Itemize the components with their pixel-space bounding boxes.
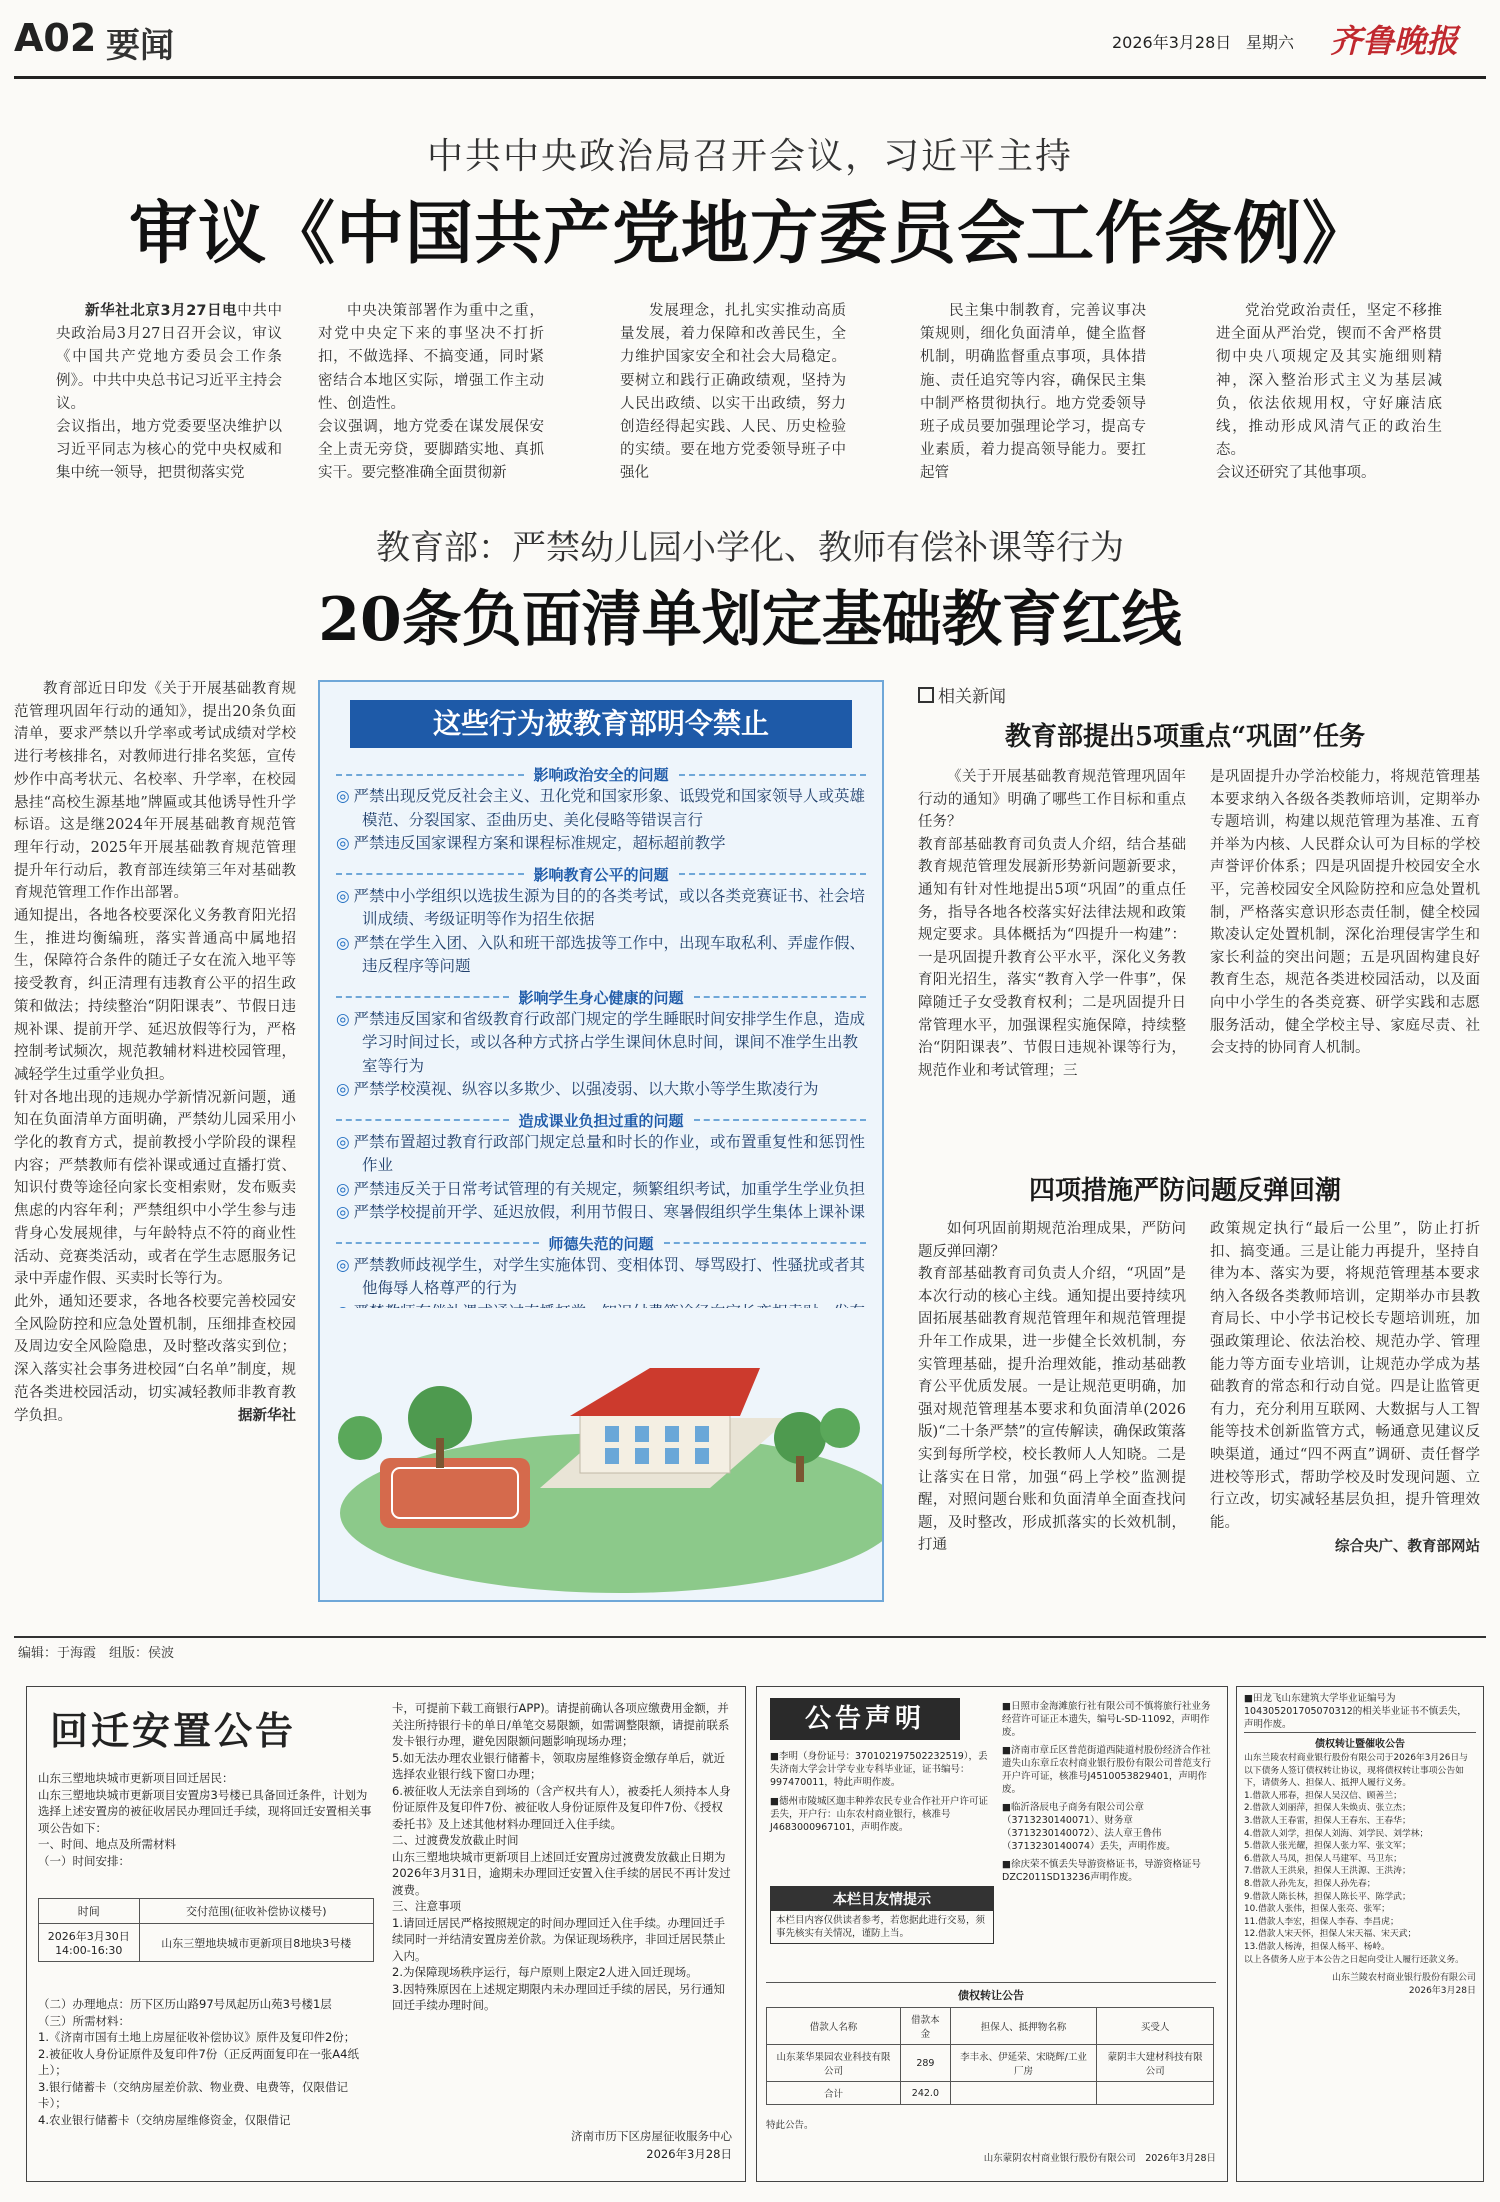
ban-rule-text: 严禁违反关于日常考试管理的有关规定，频繁组织考试，加重学生学业负担: [353, 1179, 866, 1198]
ad2-friendly-title: 本栏目友情提示: [771, 1887, 993, 1911]
story1-col-3: [620, 300, 846, 486]
school-illustration: [320, 1308, 882, 1600]
ban-rule-text: 严禁在学生入团、入队和班干部选拔等工作中，出现车取私利、弄虚作假、违反程序等问题: [353, 933, 866, 975]
ad1-table-h1: 时间: [39, 1899, 140, 1924]
section-name: 要闻: [106, 26, 174, 66]
paper-logo: 齐鲁晚报: [1330, 22, 1459, 60]
ad1-title: 回迁安置公告: [50, 1708, 297, 1753]
ban-rule-item: [336, 1201, 866, 1225]
circle-bullet-icon: ◎: [336, 886, 350, 905]
ban-group-header: [336, 1233, 866, 1254]
ad2-right-items: [1002, 1700, 1216, 1884]
ban-rule-text: 严禁出现反党反社会主义、丑化党和国家形象、诋毁党和国家领导人或英雄模范、分裂国家、歪曲历史、美化侵略等错误言行: [353, 787, 866, 829]
related1-col-2: [1210, 766, 1480, 1060]
issue-date: 2026年3月28日: [1112, 33, 1232, 52]
ad2-item-4-text: 济南市章丘区普范街道西陡道村股份经济合作社遗失山东章丘农村商业银行股份有限公司普范支行开户许可证，核准号J4510053829401，声明作废。: [1002, 1745, 1212, 1795]
ad3-notice: [1244, 1732, 1476, 1996]
dashed-divider: [336, 774, 524, 776]
ban-group-title: 影响政治安全的问题: [533, 766, 669, 784]
circle-bullet-icon: ◎: [336, 1203, 350, 1221]
story1-col5-text: 党治党政治责任，坚定不移推进全面从严治党，锲而不舍严格贯彻中央八项规定及其实施细则精神，深入整治形式主义为基层减负，依法依规用权，守好廉洁底线，推动形成风清气正的政治生态。 会议还研究了其他事项。: [1216, 303, 1442, 482]
ban-group-title: 影响学生身心健康的问题: [518, 988, 684, 1007]
ban-rule-item: [336, 885, 866, 932]
story1-col3-text: 发展理念，扎扎实实推动高质量发展，着力保障和改善民生，全力维护国家安全和社会大局稳定。要树立和践行正确政绩观，坚持为人民出政绩、以实干出政绩，努力创造经得起实践、人民、历史检验的实绩。要在地方党委领导班子中强化: [620, 303, 846, 482]
editors-rule: [14, 1636, 1486, 1638]
ad2-item-6: [1002, 1858, 1216, 1884]
ad2-friendly-body: 本栏目内容仅供读者参考，若您据此进行交易，须事先核实有关情况，谨防上当。: [776, 1915, 986, 1939]
ad3-sign-date: 2026年3月28日: [1408, 1986, 1476, 1997]
ban-rule-item: [336, 785, 866, 832]
circle-bullet-icon: ◎: [336, 1255, 350, 1274]
ad2-item-5-text: 临沂洛辰电子商务有限公司公章（3713230140071）、财务章（3713230140072）、法人章王鲁伟（3713230140074）丢失，声明作废。: [1002, 1802, 1176, 1852]
ad2-nt-r2c2: 242.0: [900, 2082, 950, 2105]
ad2-item-3: [1002, 1700, 1216, 1739]
page-number: A02: [14, 16, 97, 60]
ad3-item-1-bullet-icon: ■: [1244, 1693, 1253, 1704]
ban-rule-item: [336, 832, 866, 856]
circle-bullet-icon: ◎: [336, 1009, 350, 1028]
story2-credit: 据新华社: [238, 1408, 296, 1425]
ad2-item-1-bullet-icon: ■: [770, 1751, 779, 1762]
ad2-item-4: [1002, 1744, 1216, 1796]
ban-rule-text: 严禁违反国家和省级教育行政部门规定的学生睡眠时间安排学生作息，造成学习时间过长，或以各种方式挤占学生课间休息时间，课间不准学生出教室等行为: [353, 1009, 866, 1075]
ad2-notice-title: 债权转让公告: [958, 1989, 1024, 2002]
ad2-friendly-box: [770, 1886, 994, 1944]
ban-group-title: 师德失范的问题: [548, 1234, 654, 1253]
header-rule: [14, 76, 1486, 79]
ban-box: [318, 680, 884, 1602]
ad3-sign: 山东兰陵农村商业银行股份有限公司: [1331, 1973, 1476, 1984]
ad1-body-2: （二）办理地点：历下区历山路97号凤起历山苑3号楼1层 （三）所需材料： 1.《济南市国有土地上房屋征收补偿协议》原件及复印件2份； 2.被征收人身份证原件及复印件7份（正反两面复印在一张A4纸上）； 3.银行储蓄卡（交纳房屋差价款、物业费、电费等，仅限借记卡）； 4.农业银行储蓄卡（交纳房屋维修资金，仅限借记: [38, 1997, 359, 2127]
ad1-table: [38, 1898, 374, 1962]
related-tag-icon: [918, 687, 934, 703]
story1-headline: 审议《中国共产党地方委员会工作条例》: [128, 194, 1371, 274]
ban-rule-item: [336, 1254, 866, 1301]
related2-col1-text: 如何巩固前期规范治理成果，严防问题反弹回潮？ 教育部基础教育司负责人介绍，“巩固”是本次行动的核心主线。通知提出要持续巩固拓展基础教育规范管理年和规范管理提升年工作成果，进一步健全长效机制，夯实管理基础，提升治理效能，推动基础教育公平优质发展。一是让规范更明确，加强对规范管理基本要求和负面清单(2026版)“二十条严禁”的宣传解读，确保政策落实到每所学校，校长教师人人知晓。二是让落实在日常，加强“码上学校”监测提醒，对照问题台账和负面清单全面查找问题，及时整改，形成抓落实的长效机制，打通: [918, 1221, 1186, 1554]
ad2-item-2: [770, 1795, 992, 1834]
ad2-notice-table: [766, 2007, 1214, 2105]
ad2-nt-r1c4: 蒙阴丰大建材科技有限公司: [1097, 2045, 1214, 2082]
circle-bullet-icon: ◎: [336, 933, 350, 952]
ad2-notice-foot: 特此公告。: [766, 2120, 814, 2131]
ban-group-title: 造成课业负担过重的问题: [518, 1111, 684, 1130]
ad2-nt-r1c1: 山东莱华果园农业科技有限公司: [767, 2045, 901, 2082]
ad1-table-r1c2: 山东三塑地块城市更新项目8地块3号楼: [139, 1924, 374, 1962]
ad2-nt-h3: 担保人、抵押物名称: [950, 2008, 1096, 2045]
ban-rule-text: 严禁中小学组织以选拔生源为目的的各类考试，或以各类竞赛证书、社会培训成绩、考级证明等作为招生依据: [353, 886, 866, 928]
ad2-nt-r1c3: 李丰永、伊延荣、宋晓辉/工业厂房: [950, 2045, 1096, 2082]
ban-group-header: [336, 864, 866, 885]
ad2-nt-r2c3: [950, 2082, 1096, 2105]
ad2-item-6-bullet-icon: ■: [1002, 1859, 1011, 1870]
circle-bullet-icon: ◎: [336, 787, 350, 805]
ban-rule-text: 严禁教师歧视学生，对学生实施体罚、变相体罚、辱骂殴打、性骚扰或者其他侮辱人格尊严的行为: [353, 1255, 866, 1297]
ad2-notice: [766, 1982, 1216, 2173]
dashed-divider: [336, 1242, 539, 1244]
story2-left-text: 教育部近日印发《关于开展基础教育规范管理巩固年行动的通知》，提出20条负面清单，要求严禁以升学率或考试成绩对学校进行考核排名，对教师进行排名奖惩，宣传炒作中高考状元、名校率、升学率，在校园悬挂“高校生源基地”牌匾或其他诱导性升学标语。这是继2024年开展基础教育规范管理年行动，2025年开展基础教育规范管理提升年行动后，教育部连续第三年对基础教育规范管理工作作出部署。 通知提出，各地各校要深化义务教育阳光招生，推进均衡编班，落实普通高中属地招生，保障符合条件的随迁子女在流入地平等接受教育，纠正清理有违教育公平的招生政策和做法；持续整治“阴阳课表”、节假日违规补课、提前开学、延迟放假等行为，严格控制考试频次，规范教辅材料进校园管理，减轻学生过重学业负担。 针对各地出现的违规办学新情况新问题，通知在负面清单方面明确，严禁幼儿园采用小学化的教育方式，提前教授小学阶段的课程内容；严禁教师有偿补课或通过直播打赏、知识付费等途径向家长变相索财，发布贩卖焦虑的内容年利；严禁组织中小学生参与违背身心发展规律，与年龄特点不符的商业性活动、竞赛类活动，或者在学生志愿服务记录中弄虚作假、买卖时长等行为。 此外，通知还要求，各地各校要完善校园安全风险防控和应急处置机制，压细排查校园及周边安全风险隐患，及时整改落实到位；深入落实社会事务进校园“白名单”制度，规范各类进校园活动，切实减轻教师非教育教学负担。: [14, 681, 296, 1424]
ad1-table-r1c1: 2026年3月30日 14:00-16:30: [39, 1924, 140, 1962]
ban-rule-text: 严禁违反国家课程方案和课程标准规定，超标超前教学: [353, 834, 726, 852]
editors-line: 编辑：于海霞 组版：侯波: [18, 1646, 175, 1661]
circle-bullet-icon: ◎: [336, 1179, 350, 1198]
related2-col-1: [918, 1218, 1186, 1557]
story1-col1-text: 中共中央政治局3月27日召开会议，审议《中国共产党地方委员会工作条例》。中共中央总书记习近平主持会议。 会议指出，地方党委要坚决维护以习近平同志为核心的党中央权威和集中统一领导，把贯彻落实党: [56, 303, 282, 482]
related-tag-label: 相关新闻: [938, 687, 1006, 707]
dashed-divider: [679, 774, 867, 776]
ad2-left-items: [770, 1750, 992, 1834]
ad2-title-bar: [770, 1698, 960, 1740]
ad2-nt-r2c4: [1097, 2082, 1214, 2105]
ban-rule-text: 严禁学校提前开学、延迟放假，利用节假日、寒暑假组织学生集体上课补课: [353, 1203, 866, 1221]
dashed-divider: [664, 1242, 867, 1244]
dashed-divider: [694, 996, 867, 998]
ban-rule-item: [336, 1131, 866, 1178]
ban-rule-item: [336, 1178, 866, 1202]
ad2-item-2-bullet-icon: ■: [770, 1796, 779, 1807]
ban-group-title: 影响教育公平的问题: [533, 865, 669, 884]
dashed-divider: [336, 1119, 509, 1121]
ad2-item-5-bullet-icon: ■: [1002, 1802, 1011, 1813]
story1-col-1: [56, 300, 282, 486]
related2-col-2: [1210, 1218, 1480, 1559]
ad2-nt-r1c2: 289: [900, 2045, 950, 2082]
related1-headline: 教育部提出5项重点“巩固”任务: [1004, 722, 1365, 752]
ad2-item-6-text: 徐庆荣不慎丢失导游资格证书，导游资格证号DZC2011SD13236声明作废。: [1002, 1859, 1201, 1883]
story1-dateline: 新华社北京3月27日电: [85, 303, 238, 319]
ad3-item-1: [1244, 1692, 1476, 1731]
ad2-item-3-text: 日照市金海滩旅行社有限公司不慎将旅行社业务经营许可证正本遗失，编号L-SD-11092，声明作废。: [1002, 1701, 1211, 1738]
related1-col2-text: 是巩固提升办学治校能力，将规范管理基本要求纳入各级各类教师培训，定期举办专题培训，构建以规范管理为基准、五育并举为内核、人民群众认可为目标的学校声誉评价体系；四是巩固提升校园安全水平，完善校园安全风险防控和应急处置机制，严格落实意识形态责任制，健全校园欺凌认定处置机制，深化治理侵害学生和家长利益的突出问题；五是巩固构建良好教育生态，规范各类进校园活动，以及面向中小学生的各类竞赛、研学实践和志愿服务活动，健全学校主导、家庭尽责、社会支持的协同育人机制。: [1210, 769, 1480, 1057]
ad2-title: 公告声明: [804, 1704, 925, 1734]
circle-bullet-icon: ◎: [336, 1080, 350, 1098]
ban-rule-item: [336, 932, 866, 979]
story2-left-column: [14, 678, 296, 1428]
ad1-body-3: 卡，可提前下载工商银行APP)。请提前确认各项应缴费用金额，并关注所持银行卡的单日/单笔交易限额，如需调整限额，请提前联系发卡银行办理，避免因限额问题影响现场办理； 5.如无法办理农业银行储蓄卡，领取房屋维修资金缴存单后，就近选择农业银行线下窗口办理； 6.被征收人无法亲自到场的（含产权共有人），被委托人须持本人身份证原件及复印件7份、被征收人身份证原件及复印件7份、《授权委托书》及上述其他材料办理回迁入住手续。 二、过渡费发放截止时间 山东三塑地块城市更新项目上述回迁安置房过渡费发放截止日期为2026年3月31日，逾期未办理回迁安置入住手续的居民不再计发过渡费。 三、注意事项 1.请回迁居民严格按照规定的时间办理回迁入住手续。办理回迁手续同时一并结清安置房差价款。为保证现场秩序，非回迁居民禁止入内。 2.为保障现场秩序运行，每户原则上限定2人进入回迁现场。 3.因特殊原因在上述规定期限内未办理回迁手续的居民，另行通知回迁手续办理时间。: [392, 1701, 731, 2012]
ban-rule-text: 严禁布置超过教育行政部门规定总量和时长的作业，或布置重复性和惩罚性作业: [353, 1132, 866, 1174]
dashed-divider: [336, 873, 524, 875]
story2-headline: 20条负面清单划定基础教育红线: [318, 585, 1182, 655]
ban-rule-text: 严禁学校漠视、纵容以多欺少、以强凌弱、以大欺小等学生欺凌行为: [353, 1080, 819, 1098]
ban-group-header: [336, 1110, 866, 1131]
page-header: [14, 10, 1486, 72]
ad1-sign: 济南市历下区房屋征收服务中心: [571, 2129, 732, 2143]
ad1-table-h2: 交付范围(征收补偿协议楼号): [139, 1899, 374, 1924]
ad2-nt-h1: 借款人名称: [767, 2008, 901, 2045]
ad2-item-2-text: 德州市陵城区迦丰种养农民专业合作社开户许可证丢失，开户行：山东农村商业银行，核准号J4683000967101，声明作废。: [770, 1796, 988, 1833]
ban-group-header: [336, 987, 866, 1008]
story1-col4-text: 民主集中制教育，完善议事决策规则，细化负面清单，健全监督机制，明确监督重点事项，具体措施、责任追究等内容，确保民主集中制严格贯彻执行。地方党委领导班子成员要加强理论学习，提高专业素质，着力提高领导能力。要扛起管: [920, 303, 1146, 482]
ban-title-bar: [350, 700, 852, 748]
dashed-divider: [336, 996, 509, 998]
related1-col-1: [918, 766, 1186, 1082]
story1-col2-text: 中央决策部署作为重中之重，对党中央定下来的事坚决不打折扣，不做选择、不搞变通，同时紧密结合本地区实际，增强工作主动性、创造性。 会议强调，地方党委在谋发展保安全上责无旁贷，要脚踏实地、真抓实干。要完整准确全面贯彻新: [318, 303, 544, 482]
ad2-item-1: [770, 1750, 992, 1789]
ban-title: 这些行为被教育部明令禁止: [432, 707, 769, 740]
related2-col2-text: 政策规定执行“最后一公里”，防止打折扣、搞变通。三是让能力再提升，坚持自律为本、落实为要，将规范管理基本要求纳入各级各类教师培训，定期举办市县教育局长、中小学书记校长专题培训班，加强政策理论、依法治校、规范办学、管理能力等方面专业培训，让规范办学成为基础教育的常态和行动自觉。四是让监管更有力，充分利用互联网、大数据与人工智能等技术创新监管方式，畅通意见建议反映渠道，通过“四不两直”调研、责任督学进校等形式，帮助学校及时发现问题、立行立改，切实减轻基层负担，提升管理效能。: [1210, 1221, 1480, 1531]
ad2-nt-h4: 买受人: [1097, 2008, 1214, 2045]
story2-kicker: 教育部：严禁幼儿园小学化、教师有偿补课等行为: [376, 528, 1124, 568]
story1-col-2: [318, 300, 544, 486]
story1-col-5: [1216, 300, 1442, 486]
ad1-sign-date: 2026年3月28日: [646, 2147, 732, 2161]
circle-bullet-icon: ◎: [336, 834, 350, 852]
related-tag: [918, 682, 1006, 707]
dashed-divider: [694, 1119, 867, 1121]
circle-bullet-icon: ◎: [336, 1132, 350, 1151]
story1-col-4: [920, 300, 1146, 486]
ban-rule-item: [336, 1008, 866, 1079]
related2-headline: 四项措施严防问题反弹回潮: [1028, 1176, 1341, 1206]
related1-col1-text: 《关于开展基础教育规范管理巩固年行动的通知》明确了哪些工作目标和重点任务？ 教育部基础教育司负责人介绍，结合基础教育规范管理发展新形势新问题新要求，通知有针对性地提出5项“巩固”的重点任务，指导各地各校落实好法律法规和政策规定要求。具体概括为“四提升一构建”：一是巩固提升教育公平水平，深化义务教育阳光招生，落实“教育入学一件事”，保障随迁子女受教育权利；二是巩固提升日常管理水平，加强课程实施保障，持续整治“阴阳课表”、节假日违规补课等行为，规范作业和考试管理；三: [918, 769, 1186, 1079]
related2-credit: 综合央广、教育部网站: [1335, 1539, 1480, 1556]
ad2-item-4-bullet-icon: ■: [1002, 1745, 1011, 1756]
ad2-item-3-bullet-icon: ■: [1002, 1701, 1011, 1712]
ad3-item-1-text: 田龙飞山东建筑大学毕业证编号为104305201705070312的相关毕业证书不慎丢失，声明作废。: [1244, 1693, 1467, 1730]
story1-kicker: 中共中央政治局召开会议，习近平主持: [426, 136, 1073, 177]
ban-group-header: [336, 764, 866, 785]
issue-weekday: 星期六: [1246, 33, 1295, 52]
ad2-item-1-text: 李明（身份证号：370102197502232519），丢失济南大学会计学专业专科毕业证，证书编号：997470011，特此声明作废。: [770, 1751, 988, 1788]
ad3-notice-body: 山东兰陵农村商业银行股份有限公司于2026年3月26日与以下债务人签订债权转让协议，现将债权转让事项公告如下，请债务人、担保人、抵押人履行义务。 1.借款人邢春，担保人吴汉信、顾善兰； 2.借款人刘丽萍，担保人朱焕贞、张立杰； 3.借款人王春雷，担保人王春东、王春华； 4.借款人刘学，担保人刘海、刘学民、刘学林； 5.借款人张光耀，担保人张力军、张文军； 6.借款人马凤，担保人马建军、马卫东； 7.借款人王洪泉，担保人王洪源、王洪涛； 8.借款人孙先友，担保人孙先春； 9.借款人陈长林，担保人陈长平、陈学武； 10.借款人张伟，担保人张亮、张军； 11.借款人李宏，担保人李春、李昌虎； 12.借款人宋天怀，担保人宋天福、宋天武； 13.借款人杨涛，担保人杨平、杨岭。 以上各债务人应于本公告之日起向受让人履行还款义务。: [1244, 1753, 1468, 1965]
dashed-divider: [679, 873, 867, 875]
ad2-notice-sign: 山东蒙阴农村商业银行股份有限公司 2026年3月28日: [983, 2153, 1216, 2164]
ad3-notice-title: 债权转让暨催收公告: [1315, 1739, 1405, 1750]
ad1-body-1: 山东三塑地块城市更新项目回迁居民： 山东三塑地块城市更新项目安置房3号楼已具备回迁条件，计划为选择上述安置房的被征收居民办理回迁手续，现将回迁安置相关事项公告如下： 一、时间、地点及所需材料 （一）时间安排：: [38, 1771, 372, 1868]
ban-rule-item: [336, 1078, 866, 1102]
ad2-nt-r2c1: 合计: [767, 2082, 901, 2105]
ad2-nt-h2: 借款本金: [900, 2008, 950, 2045]
ad2-item-5: [1002, 1801, 1216, 1853]
